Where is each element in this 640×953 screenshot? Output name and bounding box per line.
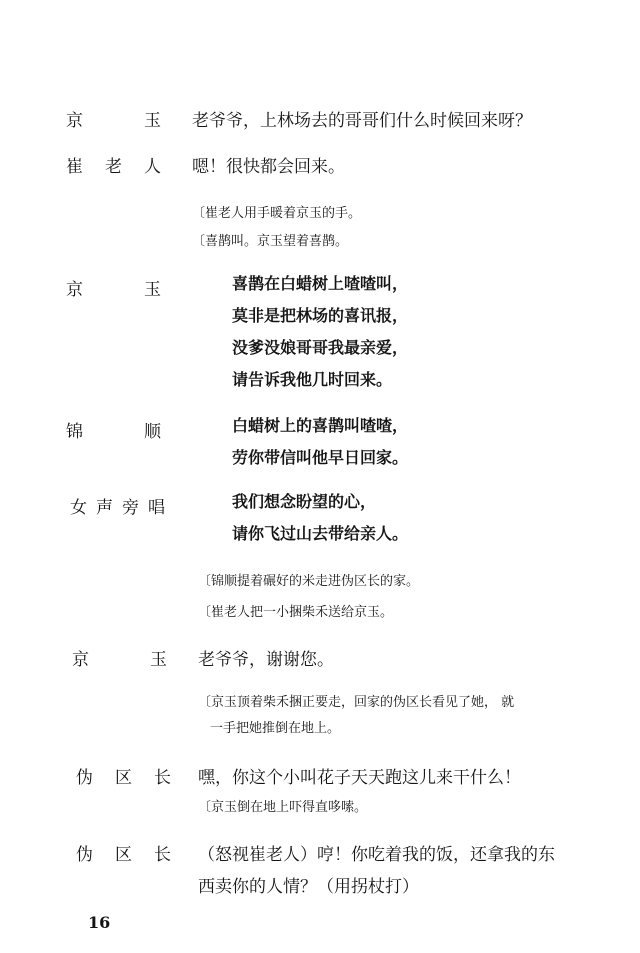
speaker-char: 老 [105, 157, 122, 177]
speaker-label [66, 106, 161, 131]
dialogue-line: 老爷爷，谢谢您。 [198, 650, 334, 670]
dialogue-line: 嗯！很快都会回来。 [192, 157, 345, 177]
speaker-label [66, 275, 161, 300]
speaker-char: 唱 [148, 498, 165, 518]
verse-block [232, 268, 408, 396]
dialogue-line: 西卖你的人情？（用拐杖打） [198, 877, 419, 897]
speaker-char: 京 [66, 280, 83, 300]
speaker-char: 长 [154, 768, 171, 788]
stage-direction: 〔喜鹊叫。京玉望着喜鹊。 [192, 234, 349, 249]
speaker-label [72, 645, 167, 670]
verse-line: 白蜡树上的喜鹊叫喳喳， [232, 416, 409, 435]
stage-direction: 〔崔老人把一小捆柴禾送给京玉。 [198, 605, 394, 620]
verse-line: 我们想念盼望的心， [232, 492, 377, 511]
speaker-char: 顺 [144, 422, 161, 442]
page-number: 16 [88, 913, 111, 932]
speaker-char: 崔 [66, 157, 83, 177]
dialogue-line: 老爷爷，上林场去的哥哥们什么时候回来呀？ [192, 111, 532, 131]
speaker-char: 伪 [76, 845, 93, 865]
speaker-char: 区 [115, 845, 132, 865]
speaker-char: 玉 [144, 280, 161, 300]
speaker-char: 人 [144, 157, 161, 177]
speaker-char: 京 [66, 111, 83, 131]
stage-direction: 〔京玉倒在地上吓得直哆嗦。 [198, 800, 368, 815]
dialogue-line: （怒视崔老人）哼！你吃着我的饭，还拿我的东 [198, 845, 555, 865]
speaker-char: 玉 [144, 111, 161, 131]
speaker-label [66, 152, 161, 177]
speaker-char: 玉 [150, 650, 167, 670]
stage-direction: 〔京玉顶着柴禾捆正要走，回家的伪区长看见了她， 就 [198, 695, 515, 710]
speaker-char: 京 [72, 650, 89, 670]
verse-line: 请你飞过山去带给亲人。 [232, 524, 409, 543]
speaker-char: 女 [70, 498, 87, 518]
stage-direction: 〔崔老人用手暖着京玉的手。 [192, 206, 362, 221]
dialogue-line: 嘿，你这个小叫花子天天跑这儿来干什么！ [198, 768, 521, 788]
verse-line: 劳你带信叫他早日回家。 [232, 448, 409, 467]
speaker-char: 旁 [122, 498, 139, 518]
speaker-char: 长 [154, 845, 171, 865]
speaker-char: 伪 [76, 768, 93, 788]
verse-line: 没爹没娘哥哥我最亲爱， [232, 338, 409, 357]
speaker-label [70, 493, 165, 518]
verse-line: 请告诉我他几时回来。 [232, 370, 393, 389]
speaker-char: 区 [115, 768, 132, 788]
speaker-label [66, 417, 161, 442]
speaker-char: 锦 [66, 422, 83, 442]
verse-line: 喜鹊在白蜡树上喳喳叫， [232, 274, 409, 293]
stage-direction: 一手把她推倒在地上。 [210, 721, 341, 736]
verse-block [232, 410, 408, 474]
speaker-char: 声 [96, 498, 113, 518]
stage-direction: 〔锦顺提着碾好的米走进伪区长的家。 [198, 574, 420, 589]
verse-block [232, 486, 408, 550]
speaker-label [76, 840, 171, 865]
verse-line: 莫非是把林场的喜讯报， [232, 306, 409, 325]
speaker-label [76, 763, 171, 788]
